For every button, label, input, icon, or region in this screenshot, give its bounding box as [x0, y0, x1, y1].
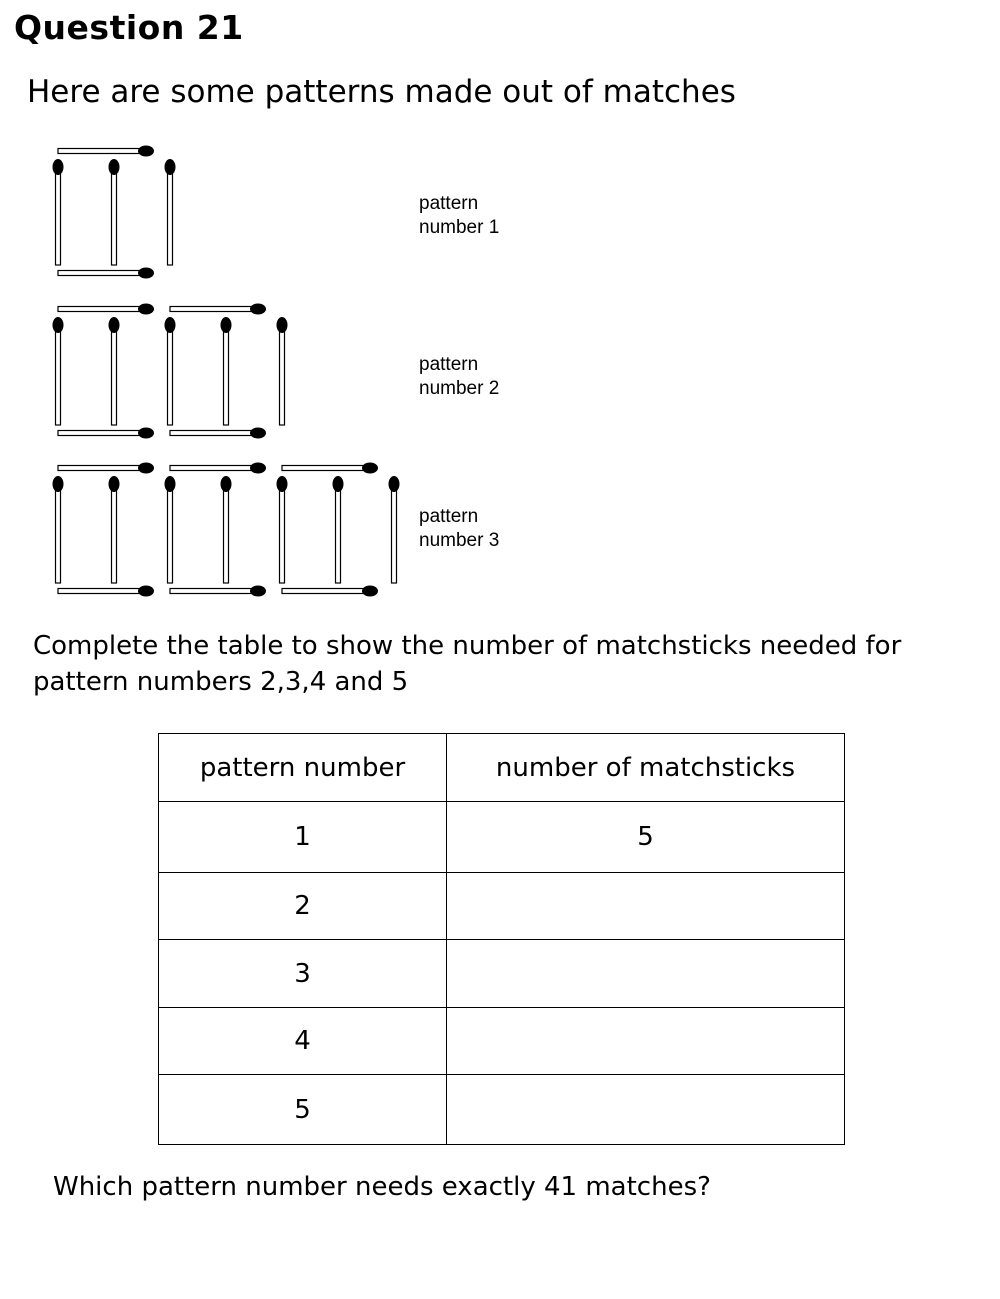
table-row	[159, 1075, 845, 1145]
matches-answer-cell[interactable]	[447, 1008, 845, 1075]
header-pattern-number: pattern number	[159, 734, 447, 802]
matchstick-icon	[53, 476, 64, 583]
matchstick-icon	[170, 463, 266, 474]
matchstick-icon	[282, 586, 378, 597]
matches-cell: 5	[447, 802, 845, 873]
pattern-label-1: pattern number 1	[419, 193, 500, 238]
matchstick-icon	[221, 317, 232, 425]
matchstick-icon	[277, 476, 288, 583]
matchstick-table	[158, 733, 845, 1145]
pattern-cell: 5	[159, 1075, 447, 1145]
matchstick-icon	[58, 304, 154, 315]
pattern-cell: 2	[159, 873, 447, 940]
pattern-label-2: pattern number 2	[419, 354, 500, 399]
matchstick-icon	[333, 476, 344, 583]
matchstick-icon	[389, 476, 400, 583]
pattern-cell: 3	[159, 940, 447, 1008]
matchstick-icon	[165, 317, 176, 425]
matchstick-icon	[58, 586, 154, 597]
matchstick-icon	[58, 463, 154, 474]
table-row	[159, 1008, 845, 1075]
table-row	[159, 802, 845, 873]
matchstick-icon	[221, 476, 232, 583]
matchstick-icon	[109, 476, 120, 583]
matchstick-icon	[109, 159, 120, 265]
matchstick-icon	[58, 268, 154, 279]
final-question-text: Which pattern number needs exactly 41 matches?	[53, 1172, 711, 1202]
pattern-cell: 1	[159, 802, 447, 873]
matchstick-icon	[170, 304, 266, 315]
intro-text: Here are some patterns made out of matches	[27, 74, 736, 110]
question-title: Question 21	[14, 8, 244, 47]
matches-answer-cell[interactable]	[447, 940, 845, 1008]
matchstick-icon	[282, 463, 378, 474]
matches-answer-cell[interactable]	[447, 873, 845, 940]
matchstick-icon	[53, 159, 64, 265]
table-row	[159, 940, 845, 1008]
instruction-text: Complete the table to show the number of matchsticks needed for pattern numbers 2,3,4 and 5	[33, 631, 902, 697]
pattern-label-3: pattern number 3	[419, 506, 500, 551]
matchstick-icon	[53, 317, 64, 425]
matches-answer-cell[interactable]	[447, 1075, 845, 1145]
matchstick-icon	[170, 428, 266, 439]
header-number-of-matchsticks: number of matchsticks	[447, 734, 845, 802]
matchstick-icon	[277, 317, 288, 425]
matchstick-icon	[165, 476, 176, 583]
matchstick-icon	[58, 428, 154, 439]
table-header-row	[159, 734, 845, 802]
pattern-cell: 4	[159, 1008, 447, 1075]
table-row	[159, 873, 845, 940]
matchstick-icon	[165, 159, 176, 265]
matchstick-icon	[170, 586, 266, 597]
matchstick-icon	[109, 317, 120, 425]
matchstick-icon	[58, 146, 154, 157]
matchstick-patterns	[0, 0, 1000, 620]
